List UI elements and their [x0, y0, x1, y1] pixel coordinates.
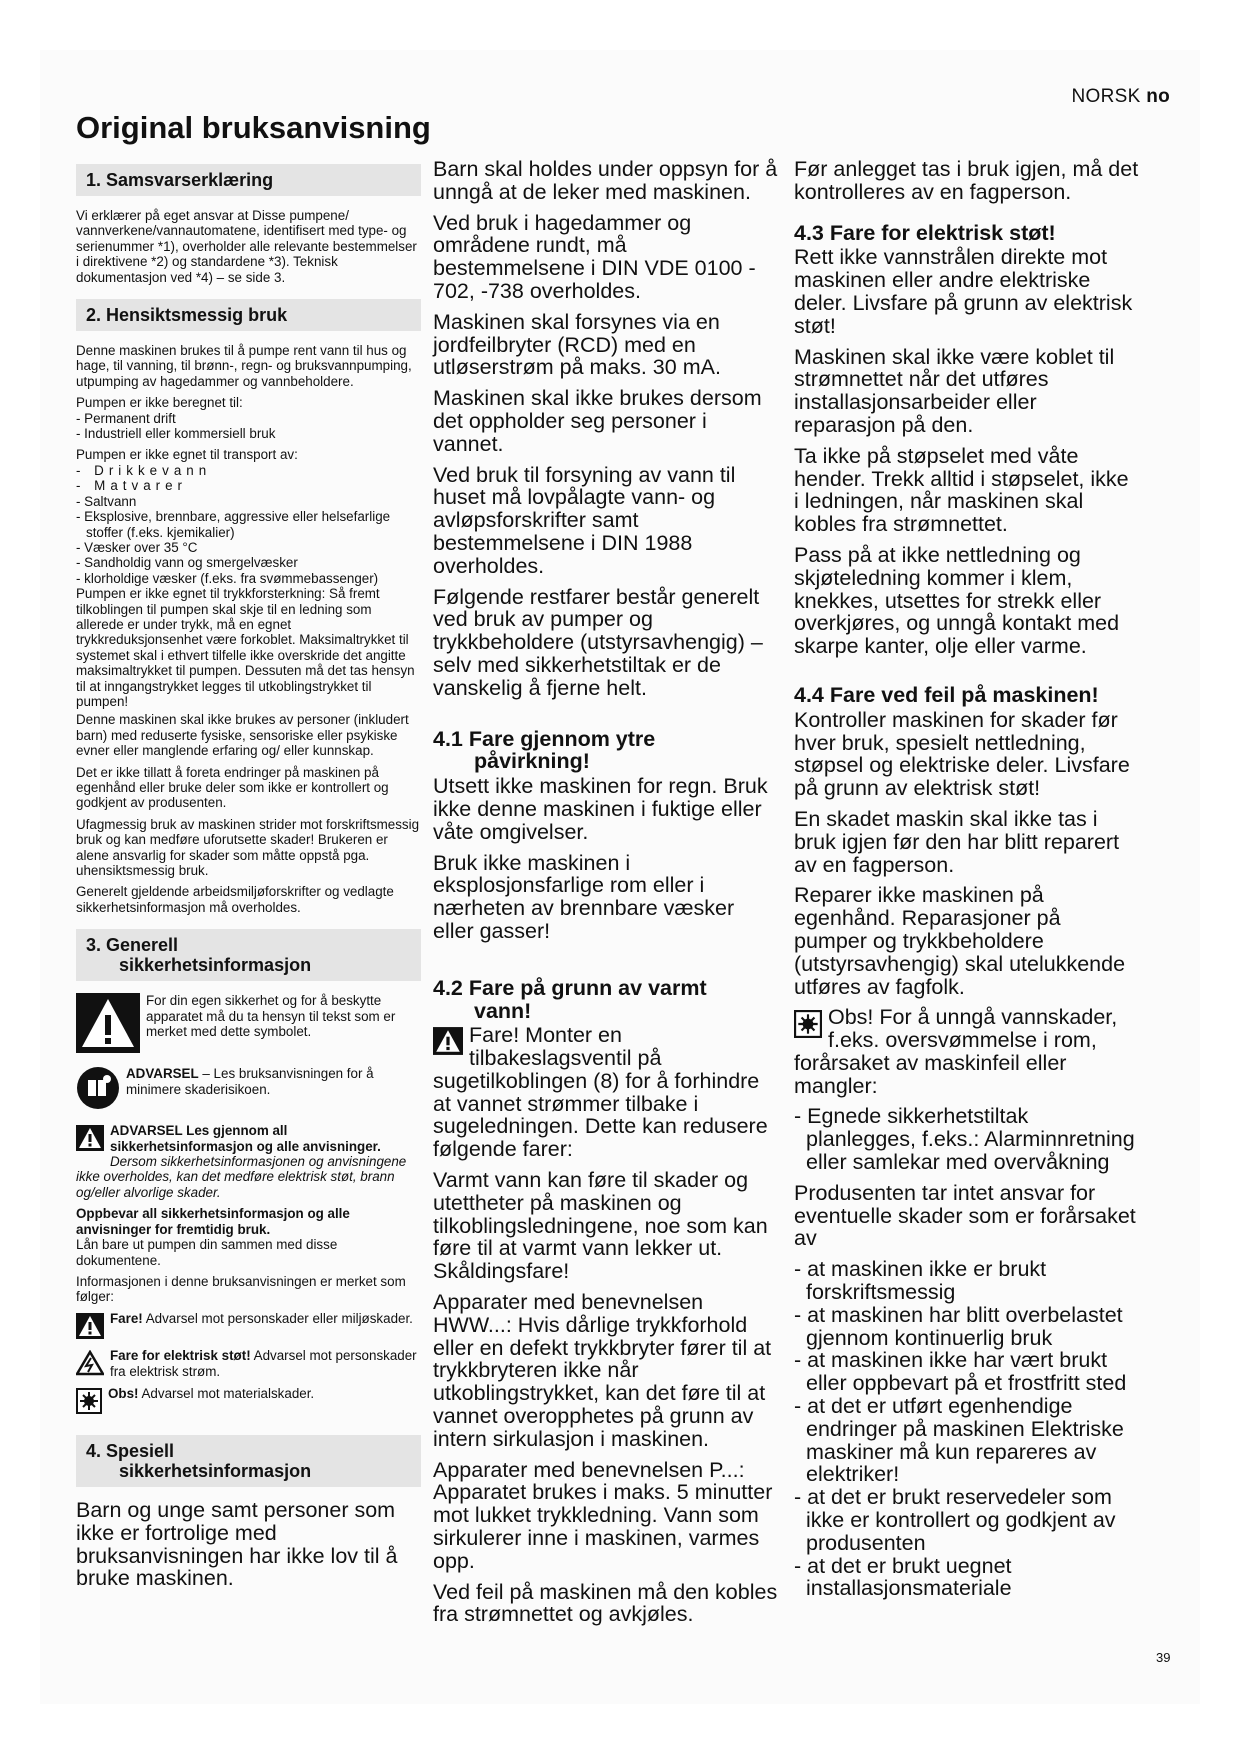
heading-4-2 [433, 977, 778, 1023]
section-3-heading-line-2: sikkerhetsinformasjon [119, 955, 312, 976]
list-item: - Industriell eller kommersiell bruk [76, 426, 276, 442]
warning-triangle-small-icon [76, 1125, 104, 1154]
heading-4-1-line-2: påvirkning! [474, 749, 590, 774]
section-3-heading [76, 929, 421, 981]
electric-shock-icon [76, 1350, 104, 1379]
electric-label: Fare for elektrisk støt! [110, 1348, 251, 1364]
list-item: - at maskinen har blitt overbelastet gjennom kontinuerlig bruk [794, 1302, 1123, 1350]
danger-icon [433, 1027, 463, 1060]
fare-text: Advarsel mot personskader eller miljøskader. [142, 1310, 413, 1326]
list-item: - Væsker over 35 °C [76, 539, 198, 555]
heading-4-3: 4.3 Fare for elektrisk støt! [794, 220, 1056, 245]
water-jet-text: Rett ikke vannstrålen direkte mot maskinen eller andre elektriske deler. Livsfare på grunn av elektrisk støt! [794, 245, 1133, 338]
rules-text: Generelt gjeldende arbeidsmiljøforskrifter og vedlagte sikkerhetsinformasjon må overholdes. [76, 884, 394, 915]
p-devices-text: Apparater med benevnelsen P...: Apparatet brukes i maks. 5 minutter mot lukket trykkledning. Vann som sirkulerer inne i maskinen, varmes opp. [433, 1457, 773, 1573]
heading-4-2-line-2: vann! [474, 998, 532, 1023]
residual-risk-text: Følgende restfarer består generelt ved bruk av pumper og trykkbeholdere (utstyrsavhengig) – selv med sikkerhetstiltak er de vanskelig å fjerne helt. [433, 584, 763, 700]
general-warning-text: For din egen sikkerhet og for å beskytte apparatet må du ta hensyn til tekst som er merket med dette symbolet. [146, 993, 396, 1040]
section-4-heading-line-1: 4. Spesiell [86, 1440, 175, 1461]
read-all-warning [76, 1123, 421, 1200]
section-3-heading-line-1: 3. Generell [86, 935, 179, 956]
fare-label: Fare! [110, 1310, 143, 1326]
list-item: - at maskinen ikke har vært brukt eller oppbevart på et frostfritt sted [794, 1348, 1127, 1396]
keep-text: Lån bare ut pumpen din sammen med disse dokumentene. [76, 1237, 338, 1268]
obs-legend [76, 1386, 421, 1417]
not-intended-list [76, 395, 421, 441]
general-warning-block [76, 993, 421, 1058]
rain-text: Utsett ikke maskinen for regn. Bruk ikke denne maskinen i fuktige eller våte omgivelser. [433, 774, 768, 844]
pressure-text: Pumpen er ikke egnet til trykkforsterkning: Så fremt tilkoblingen til pumpen skal skje til en ledning som allerede er under trykk, må en egnet trykkreduksjonsenhet være forkoblet. Maksimaltrykket til systemet skal i ethvert tilfelle ikke overskride det angitte maksimaltrykket til pumpen. Dessuten må det tas hensyn til at inngangstrykket legges til utkoblingstrykket til pumpen! [76, 586, 415, 709]
fare-legend [76, 1311, 421, 1342]
section-1-heading: 1. Samsvarserklæring [76, 164, 421, 196]
list-item: - at det er brukt reservedeler som ikke er kontrollert og godkjent av produsenten [794, 1485, 1116, 1555]
misuse-text: Ufagmessig bruk av maskinen strider mot forskriftsmessig bruk og kan medføre uforutsette skader! Brukeren er alene ansvarlig for skader som måtte oppstå pga. uhensiktsmessig bruk. [76, 816, 420, 879]
damaged-machine-text: En skadet maskin skal ikke tas i bruk igjen før den har blitt reparert av en fagperson. [794, 806, 1120, 877]
hww-text: Apparater med benevnelsen HWW...: Hvis dårlige trykkforhold eller en defekt trykkbryter fører til at trykkbryteren ikke når utkoblingstrykket, kan det føre til at vannet overopphetes på grunn av intern sirkulasjon i maskinen. [433, 1290, 772, 1451]
page-title: Original bruksanvisning [76, 110, 431, 145]
obs-label: Obs! [108, 1385, 139, 1401]
changes-text: Det er ikke tillatt å foreta endringer på maskinen på egenhånd eller bruke deler som ikke er kontrollert og godkjent av produsenten. [76, 764, 389, 811]
read-manual-text [126, 1066, 421, 1115]
language-label: NORSK no [1071, 86, 1170, 107]
electric-legend [76, 1348, 421, 1379]
check-damage-text: Kontroller maskinen for skader før hver bruk, spesielt nettledning, støpsel og elektriske deler. Livsfare på grunn av elektrisk støt! [794, 707, 1130, 801]
list-item: - Sandholdig vann og smergelvæsker [76, 555, 298, 571]
list-item: - Drikkevann [76, 462, 212, 478]
column-3 [794, 158, 1139, 1608]
section-4-heading [76, 1435, 421, 1487]
cable-text: Pass på at ikke nettledning og skjøteledning kommer i klem, knekkes, utsettes for strekk eller overkjøres, og unngå kontakt med skarpe kanter, olje eller varme. [794, 542, 1120, 659]
list-item: - Egnede sikkerhetstiltak planlegges, f.eks.: Alarminnretning eller samlekar med overvåkning [794, 1104, 1135, 1175]
obs-text: Advarsel mot materialskader. [138, 1385, 315, 1401]
fault-text: Ved feil på maskinen må den kobles fra strømnettet og avkjøles. [433, 1579, 778, 1627]
list-item: - Saltvann [76, 493, 137, 509]
liability-list [794, 1258, 1139, 1600]
disconnect-text: Maskinen skal ikke være koblet til strømnettet når det utføres installasjonsarbeider eller reparasjon på den. [794, 344, 1115, 437]
section-2-heading: 2. Hensiktsmessig bruk [76, 299, 421, 331]
read-all-italic: Dersom sikkerhetsinformasjonen og anvisningene ikke overholdes, kan det medføre elektrisk støt, brann og/eller alvorlige skader. [76, 1154, 407, 1200]
danger-icon [76, 1313, 104, 1342]
section-4-heading-line-2: sikkerhetsinformasjon [119, 1460, 312, 1481]
declaration-text: Vi erklærer på eget ansvar at Disse pumpene/ vannverkene/vannautomatene, identifisert med type- og serienummer *1), overholder alle relevante bestemmelser i direktivene *2) og standardene *3). Teknisk dokumentasjon ved *4) – se side 3. [76, 208, 417, 285]
garden-pond-text: Ved bruk i hagedammer og områdene rundt, må bestemmelsene i DIN VDE 0100 - 702, -738 overholdes. [433, 210, 756, 303]
marked-intro: Informasjonen i denne bruksanvisningen er merket som følger: [76, 1273, 406, 1305]
inspect-text: Før anlegget tas i bruk igjen, må det kontrolleres av en fagperson. [794, 157, 1139, 204]
advarsel-text: – Les bruksanvisningen for å minimere skaderisikoen. [126, 1066, 374, 1097]
list-item: - Permanent drift [76, 410, 176, 426]
not-suitable-list [76, 447, 421, 586]
rcd-text: Maskinen skal forsynes via en jordfeilbryter (RCD) med en utløserstrøm på maks. 30 mA. [433, 309, 721, 380]
obs-water-text: Obs! For å unngå vannskader, f.eks. oversvømmelse i rom, forårsaket av maskinfeil eller mangler: [794, 1005, 1118, 1098]
column-2 [433, 158, 778, 1634]
list-item: - klorholdige væsker (f.eks. fra svømmebassenger) [76, 570, 379, 586]
hot-water-text: Varmt vann kan føre til skader og utettheter på maskinen og tilkoblingsledningene, noe som kan føre til at varmt vann lekker ut. Skåldingsfare! [433, 1168, 768, 1284]
persons-in-water-text: Maskinen skal ikke brukes dersom det oppholder seg personer i vannet. [433, 386, 762, 456]
supervise-children-text: Barn skal holdes under oppsyn for å unngå at de leker med maskinen. [433, 157, 778, 204]
list-item: - Matvarer [76, 478, 188, 494]
measures-text [794, 1105, 1139, 1173]
repair-text: Reparer ikke maskinen på egenhånd. Reparasjoner på pumper og trykkbeholdere (utstyrsavhengig) skal utelukkende utføres av fagfolk. [794, 883, 1126, 999]
read-manual-icon [76, 1066, 120, 1115]
not-intended-intro: Pumpen er ikke beregnet til: [76, 395, 243, 411]
keep-bold: Oppbevar all sikkerhetsinformasjon og alle anvisninger for fremtidig bruk. [76, 1206, 350, 1237]
advarsel-label: ADVARSEL [126, 1066, 199, 1082]
heading-4-4: 4.4 Fare ved feil på maskinen! [794, 682, 1099, 707]
children-text: Barn og unge samt personer som ikke er fortrolige med bruksanvisningen har ikke lov til å bruke maskinen. [76, 1497, 398, 1591]
list-item: - at maskinen ikke er brukt forskriftsmessig [794, 1257, 1047, 1305]
list-item: - at det er utført egenhendige endringer på maskinen Elektriske maskiner må kun repareres av elektriker! [794, 1394, 1124, 1487]
persons-text: Denne maskinen skal ikke brukes av personer (inkludert barn) med reduserte fysiske, sensoriske eller psykiske evner eller manglende erfaring og/ eller kunnskap. [76, 712, 409, 759]
page-number: 39 [1156, 1650, 1171, 1665]
liability-text: Produsenten tar intet ansvar for eventuelle skader som er forårsaket av [794, 1180, 1136, 1251]
heading-4-2-line-1: 4.2 Fare på grunn av varmt [433, 975, 707, 1000]
warning-triangle-icon [76, 993, 140, 1058]
not-suitable-intro: Pumpen er ikke egnet til transport av: [76, 447, 298, 463]
material-damage-icon [794, 1010, 822, 1043]
read-all-bold: ADVARSEL Les gjennom all sikkerhetsinformasjon og alle anvisninger. [110, 1123, 381, 1154]
heading-4-1 [433, 728, 778, 774]
check-valve-warning [433, 1024, 778, 1161]
list-item: - Eksplosive, brennbare, aggressive eller helsefarlige stoffer (f.eks. kjemikalier) [76, 509, 391, 540]
material-damage-icon [76, 1388, 102, 1417]
heading-4-1-line-1: 4.1 Fare gjennom ytre [433, 726, 656, 751]
wet-hands-text: Ta ikke på støpselet med våte hender. Trekk alltid i støpselet, ikke i ledningen, når maskinen skal kobles fra strømnettet. [794, 443, 1129, 537]
list-item: - at det er brukt uegnet installasjonsmateriale [794, 1553, 1012, 1601]
keep-instructions [76, 1206, 421, 1268]
electric-text: Advarsel mot personskader fra elektrisk strøm. [110, 1348, 417, 1379]
water-supply-text: Ved bruk til forsyning av vann til huset må lovpålagte vann- og avløpsforskrifter samt bestemmelsene i DIN 1988 overholdes. [433, 462, 736, 578]
read-manual-block [76, 1066, 421, 1115]
column-1 [76, 158, 421, 1598]
intended-use-text: Denne maskinen brukes til å pumpe rent vann til hus og hage, til vanning, til brønn-, regn- og bruksvannpumping, utpumping av hagedammer og vannbeholdere. [76, 343, 412, 389]
obs-water-damage [794, 1006, 1139, 1097]
explosion-text: Bruk ikke maskinen i eksplosjonsfarlige rom eller i nærheten av brennbare væsker eller gasser! [433, 850, 735, 943]
check-valve-text: Fare! Monter en tilbakeslagsventil på sugetilkoblingen (8) for å forhindre at vannet strømmer tilbake i sugeledningen. Dette kan redusere følgende farer: [433, 1023, 768, 1162]
